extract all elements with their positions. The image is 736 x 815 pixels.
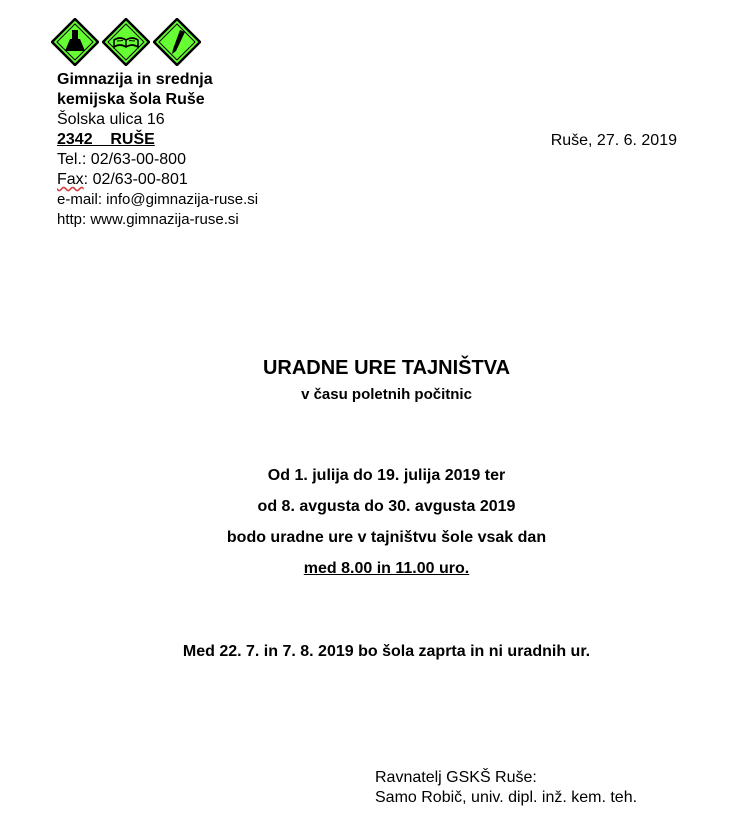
telephone: Tel.: 02/63-00-800 xyxy=(57,151,186,168)
period-line-2: od 8. avgusta do 30. avgusta 2019 xyxy=(257,498,516,515)
signature-role: Ravnatelj GSKŠ Ruše: xyxy=(375,769,537,786)
website: http: www.gimnazija-ruse.si xyxy=(57,211,239,228)
fax-number: : 02/63-00-801 xyxy=(83,171,188,188)
school-name-line-1: Gimnazija in srednja xyxy=(57,71,213,88)
flask-icon xyxy=(51,18,99,66)
book-icon xyxy=(102,18,150,66)
document-date: Ruše, 27. 6. 2019 xyxy=(550,132,677,149)
fax xyxy=(57,170,258,190)
school-logo xyxy=(51,18,201,66)
pencil-icon xyxy=(153,18,201,66)
school-address xyxy=(57,70,258,230)
office-hours-line: bodo uradne ure v tajništvu šole vsak dan xyxy=(226,529,547,546)
postal-city: 2342 RUŠE xyxy=(57,131,155,148)
period-line-1: Od 1. julija do 19. julija 2019 ter xyxy=(267,467,506,484)
closure-notice: Med 22. 7. in 7. 8. 2019 bo šola zaprta in ni uradnih ur. xyxy=(182,643,591,660)
fax-label: Fax xyxy=(57,171,84,188)
signature-name: Samo Robič, univ. dipl. inž. kem. teh. xyxy=(375,789,638,806)
notice-subtitle: v času poletnih počitnic xyxy=(301,386,472,403)
signature-block xyxy=(375,768,637,808)
office-hours-time: med 8.00 in 11.00 uro. xyxy=(303,560,470,577)
school-name-line-2: kemijska šola Ruše xyxy=(57,91,205,108)
email: e-mail: info@gimnazija-ruse.si xyxy=(57,191,259,208)
street-address: Šolska ulica 16 xyxy=(57,111,165,128)
notice-title: URADNE URE TAJNIŠTVA xyxy=(262,357,511,379)
